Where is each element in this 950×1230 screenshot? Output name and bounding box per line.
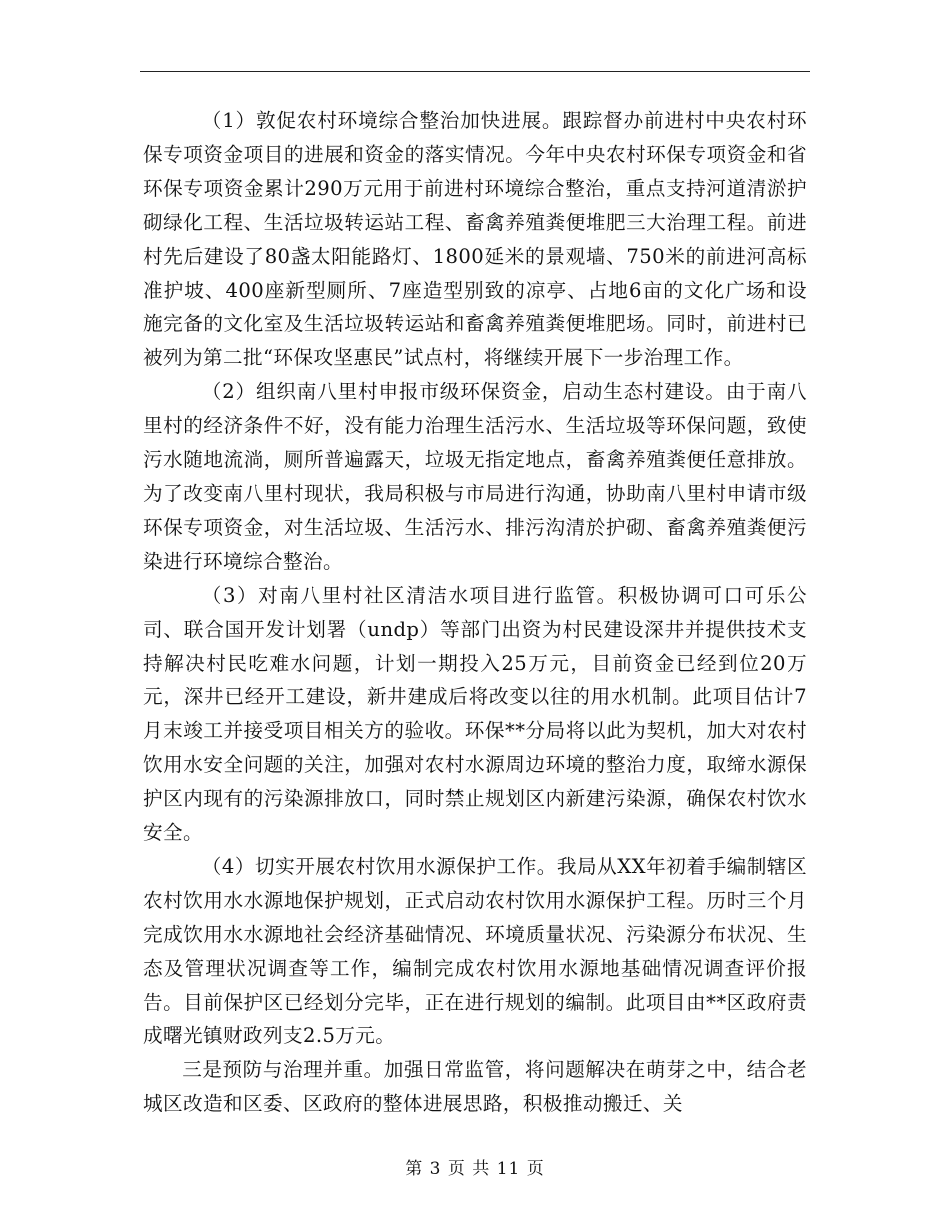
document-body xyxy=(143,104,807,1121)
paragraph-5: 三是预防与治理并重。加强日常监管，将问题解决在萌芽之中，结合老城区改造和区委、区政府的整体进展思路，积极推动搬迁、关 xyxy=(143,1058,807,1116)
header-rule xyxy=(140,71,810,72)
paragraph-2: （2）组织南八里村申报市级环保资金，启动生态村建设。由于南八里村的经济条件不好，没有能力治理生活污水、生活垃圾等环保问题，致使污水随地流淌，厕所普遍露天，垃圾无指定地点，畜禽养殖粪便任意排放。为了改变南八里村现状，我局积极与市局进行沟通，协助南八里村申请市级环保专项资金，对生活垃圾、生活污水、排污沟清於护砌、畜禽养殖粪便污染进行环境综合整治。 xyxy=(143,380,807,573)
page-number: 第 3 页 共 11 页 xyxy=(405,1159,545,1179)
paragraph-3: （3）对南八里村社区清洁水项目进行监管。积极协调可口可乐公司、联合国开发计划署（undp）等部门出资为村民建设深井并提供技术支持解决村民吃难水问题，计划一期投入25万元，目前资金已经到位20万元，深井已经开工建设，新井建成后将改变以往的用水机制。此项目估计7月末竣工并接受项目相关方的验收。环保**分局将以此为契机，加大对农村饮用水安全问题的关注，加强对农村水源周边环境的整治力度，取缔水源保护区内现有的污染源排放口，同时禁止规划区内新建污染源，确保农村饮水安全。 xyxy=(143,583,807,845)
paragraph-4: （4）切实开展农村饮用水源保护工作。我局从XX年初着手编制辖区农村饮用水水源地保护规划，正式启动农村饮用水源保护工程。历时三个月完成饮用水水源地社会经济基础情况、环境质量状况、污染源分布状况、生态及管理状况调查等工作，编制完成农村饮用水源地基础情况调查评价报告。目前保护区已经划分完毕，正在进行规划的编制。此项目由**区政府责成曙光镇财政列支2.5万元。 xyxy=(143,854,807,1048)
paragraph-1: （1）敦促农村环境综合整治加快进展。跟踪督办前进村中央农村环保专项资金项目的进展和资金的落实情况。今年中央农村环保专项资金和省环保专项资金累计290万元用于前进村环境综合整治，重点支持河道清淤护砌绿化工程、生活垃圾转运站工程、畜禽养殖粪便堆肥三大治理工程。前进村先后建设了80盏太阳能路灯、1800延米的景观墙、750米的前进河高标准护坡、400座新型厕所、7座造型别致的凉亭、占地6亩的文化广场和设施完备的文化室及生活垃圾转运站和畜禽养殖粪便堆肥场。同时，前进村已被列为第二批“环保攻坚惠民”试点村，将继续开展下一步治理工作。 xyxy=(143,109,807,370)
